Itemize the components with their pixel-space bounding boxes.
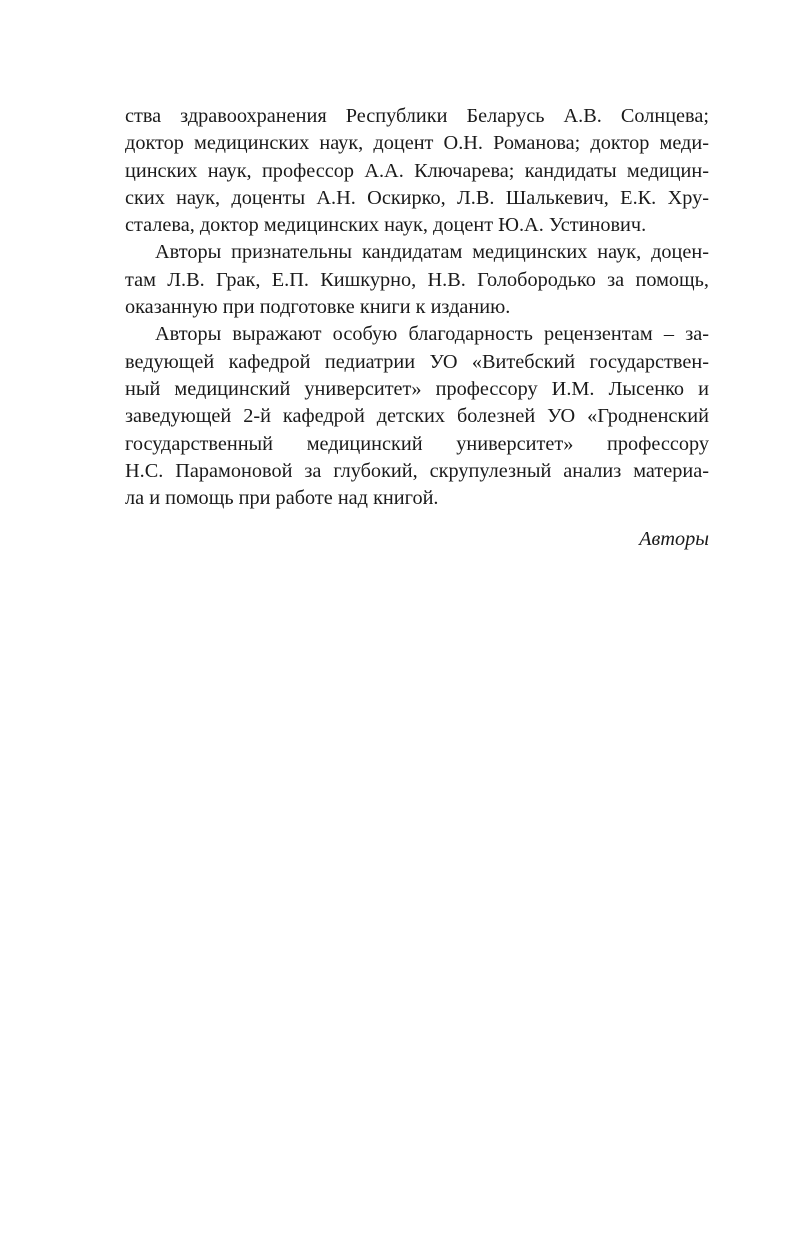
text-line: ских наук, доценты А.Н. Оскирко, Л.В. Шалькевич, Е.К. Хру-	[125, 186, 709, 209]
text-line: Авторы признательны кандидатам медицинских наук, доцен-	[155, 241, 709, 264]
text-line: Н.С. Парамоновой за глубокий, скрупулезный анализ материа-	[125, 459, 709, 482]
text-line: доктор медицинских наук, доцент О.Н. Романова; доктор меди-	[125, 132, 709, 155]
text-line: заведующей 2-й кафедрой детских болезней УО «Гродненский	[125, 405, 709, 428]
text-line: ства здравоохранения Республики Беларусь А.В. Солнцева;	[125, 105, 709, 127]
text-line: оказанную при подготовке книги к изданию.	[125, 296, 511, 319]
text-line: ный медицинский университет» профессору И.М. Лысенко и	[125, 377, 709, 400]
paragraph-acknowledgement	[125, 239, 709, 321]
text-line: там Л.В. Грак, Е.П. Кишкурно, Н.В. Голобородько за помощь,	[125, 268, 709, 291]
text-line: ла и помощь при работе над книгой.	[125, 487, 439, 510]
paragraph-reviewers-continued	[125, 103, 709, 239]
paragraph-gratitude-reviewers	[125, 321, 709, 512]
text-line: Авторы выражают особую благодарность рецензентам – за-	[155, 323, 709, 346]
text-line: государственный медицинский университет» профессору	[125, 432, 709, 455]
authors-signature: Авторы	[639, 528, 709, 551]
text-line: сталева, доктор медицинских наук, доцент Ю.А. Устинович.	[125, 214, 647, 237]
text-line: цинских наук, профессор А.А. Ключарева; кандидаты медицин-	[125, 159, 709, 182]
page-body	[125, 103, 709, 554]
text-line: ведующей кафедрой педиатрии УО «Витебский государствен-	[125, 350, 709, 373]
